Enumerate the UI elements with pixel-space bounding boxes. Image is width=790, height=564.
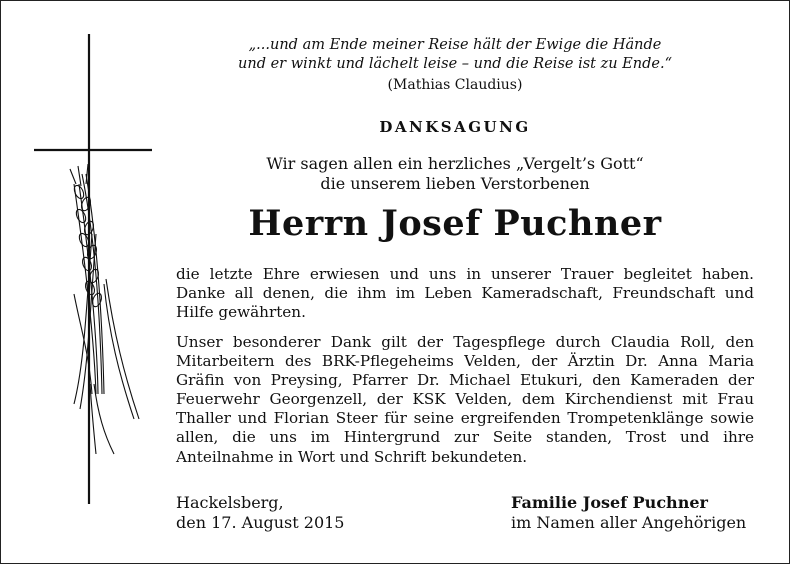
thanks-paragraph-1: die letzte Ehre erwiesen und uns in unserer Trauer begleitet haben. Danke all denen, die ihm im Leben Kameradschaft, Freundschaft und Hilfe gewährten. (176, 265, 754, 322)
cross-with-wheat-icon (34, 34, 154, 504)
thanks-line-2: die unserem lieben Verstorbenen (320, 174, 590, 193)
signature-relatives: im Namen aller Angehörigen (511, 513, 747, 532)
deceased-name: Herrn Josef Puchner (248, 203, 662, 244)
signature-place: Hackelsberg, (176, 493, 284, 512)
signature-date: den 17. August 2015 (176, 513, 345, 532)
quote-line-2: und er winkt und lächelt leise – und die Reise ist zu Ende.“ (238, 56, 672, 72)
thanks-paragraph-2: Unser besonderer Dank gilt der Tagespflege durch Claudia Roll, den Mitarbeitern des BRK-Pflegeheims Velden, der Ärztin Dr. Anna Maria Gräfin von Preysing, Pfarrer Dr. Michael Etukuri, den Kameraden der Feuerwehr Georgenzell, der KSK Velden, dem Kirchendienst mit Frau Thaller und Florian Steer für seine ergreifenden Trompetenklänge sowie allen, die uns im Hintergrund zur Seite standen, Trost und ihre Anteilnahme in Wort und Schrift bekundeten. (176, 333, 754, 466)
thanks-line-1: Wir sagen allen ein herzliches „Vergelt’s Gott“ (266, 154, 644, 173)
quote-line-1: „...und am Ende meiner Reise hält der Ewige die Hände (248, 37, 662, 53)
notice-heading: DANKSAGUNG (379, 118, 531, 136)
quote-author: (Mathias Claudius) (387, 77, 523, 93)
signature-family: Familie Josef Puchner (511, 493, 708, 512)
